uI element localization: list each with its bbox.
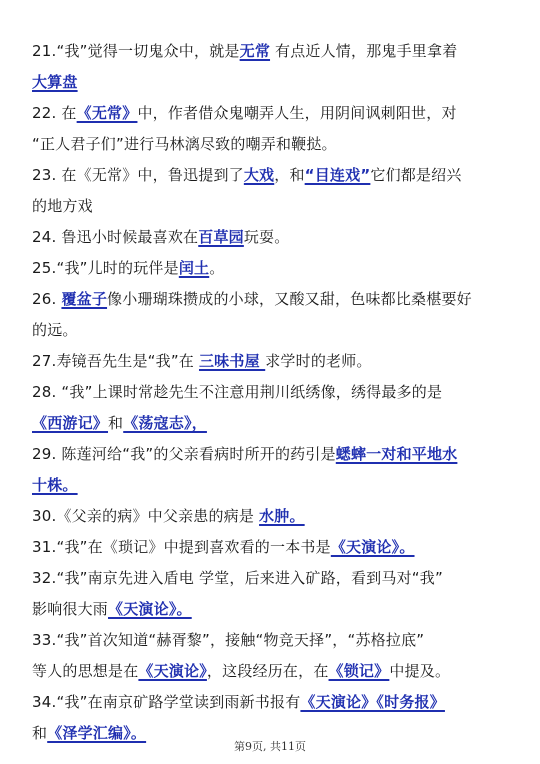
question-text: 和 bbox=[108, 414, 124, 432]
text-line bbox=[32, 687, 514, 718]
question-number: 23. bbox=[32, 166, 57, 184]
question-number: 32. bbox=[32, 569, 57, 587]
text-line bbox=[32, 563, 514, 594]
question-text: “我”上课时常趁先生不注意用荆川纸绣像，绣得最多的是 bbox=[56, 383, 443, 401]
question-number: 29. bbox=[32, 445, 57, 463]
question-text: 等人的思想是在 bbox=[32, 662, 139, 680]
answer-text: 蟋蟀一对和平地水 bbox=[335, 445, 458, 463]
question-text: 玩耍。 bbox=[243, 228, 290, 246]
question-text: 和 bbox=[32, 724, 48, 742]
text-line bbox=[32, 532, 514, 563]
question-list bbox=[32, 36, 514, 749]
question-text: “我”南京先进入盾电 学堂，后来进入矿路，看到马对“我” bbox=[56, 569, 443, 587]
answer-text: 《天演论》《时务报》 bbox=[300, 693, 445, 711]
text-line bbox=[32, 470, 514, 501]
question-item bbox=[32, 625, 514, 687]
question-item bbox=[32, 439, 514, 501]
question-item bbox=[32, 36, 514, 98]
question-item bbox=[32, 532, 514, 563]
text-line bbox=[32, 315, 514, 346]
question-text: 在 bbox=[56, 104, 77, 122]
question-text: “我”在南京矿路学堂读到雨新书报有 bbox=[56, 693, 301, 711]
text-line bbox=[32, 656, 514, 687]
question-text: 中提及。 bbox=[389, 662, 451, 680]
question-number: 24. bbox=[32, 228, 57, 246]
question-text: “正人君子们”进行马林漓尽致的嘲弄和鞭挞。 bbox=[32, 135, 337, 153]
question-number: 33. bbox=[32, 631, 57, 649]
question-text: 。 bbox=[209, 259, 225, 277]
answer-text: “目连戏” bbox=[304, 166, 371, 184]
question-item bbox=[32, 284, 514, 346]
question-text: “我”首次知道“赫胥黎”，接触“物竞天择”，“苏格拉底” bbox=[56, 631, 425, 649]
question-number: 26. bbox=[32, 290, 57, 308]
question-text: 的远。 bbox=[32, 321, 78, 339]
question-number: 34. bbox=[32, 693, 57, 711]
question-text: 有点近人情，那鬼手里拿着 bbox=[270, 42, 458, 60]
question-text: 影响很大雨 bbox=[32, 600, 109, 618]
question-text: 在《无常》中，鲁迅提到了 bbox=[56, 166, 244, 184]
answer-text: 十株。 bbox=[32, 476, 78, 494]
answer-text: 覆盆子 bbox=[61, 290, 108, 308]
question-text: 中，作者借众鬼嘲弄人生，用阴间讽刺阳世，对 bbox=[137, 104, 457, 122]
question-item bbox=[32, 377, 514, 439]
text-line bbox=[32, 191, 514, 222]
question-text: 《父亲的病》中父亲患的病是 bbox=[56, 507, 260, 525]
question-text: “我”在《琐记》中提到喜欢看的一本书是 bbox=[56, 538, 331, 556]
text-line bbox=[32, 501, 514, 532]
answer-text: 大戏 bbox=[243, 166, 275, 184]
answer-text: 《天演论》。 bbox=[108, 600, 192, 618]
answer-text: 三味书屋 bbox=[198, 352, 266, 370]
question-text: 的地方戏 bbox=[32, 197, 93, 215]
question-number: 30. bbox=[32, 507, 57, 525]
question-number: 27. bbox=[32, 352, 57, 370]
text-line bbox=[32, 67, 514, 98]
question-text: 它们都是绍兴 bbox=[370, 166, 462, 184]
text-line bbox=[32, 377, 514, 408]
answer-text: 无常 bbox=[239, 42, 271, 60]
answer-text: 《天演论》。 bbox=[330, 538, 415, 556]
question-text: 像小珊瑚珠攒成的小球，又酸又甜，色味都比桑椹要好 bbox=[107, 290, 472, 308]
text-line bbox=[32, 408, 514, 439]
answer-text: 《天演论》 bbox=[138, 662, 207, 680]
question-text: “我”觉得一切鬼众中，就是 bbox=[56, 42, 240, 60]
text-line bbox=[32, 160, 514, 191]
question-text: “我”儿时的玩伴是 bbox=[56, 259, 179, 277]
question-text: 寿镜吾先生是“我”在 bbox=[56, 352, 199, 370]
answer-text: 大算盘 bbox=[32, 73, 78, 91]
answer-text: 《无常》 bbox=[76, 104, 138, 122]
question-text: 陈莲河给“我”的父亲看病时所开的药引是 bbox=[56, 445, 336, 463]
text-line bbox=[32, 36, 514, 67]
question-number: 31. bbox=[32, 538, 57, 556]
text-line bbox=[32, 284, 514, 315]
question-text: 鲁迅小时候最喜欢在 bbox=[56, 228, 199, 246]
answer-text: 《锁记》 bbox=[328, 662, 390, 680]
question-item bbox=[32, 253, 514, 284]
text-line bbox=[32, 253, 514, 284]
question-text: ，和 bbox=[274, 166, 305, 184]
text-line bbox=[32, 594, 514, 625]
text-line bbox=[32, 129, 514, 160]
page-footer: 第9页, 共11页 bbox=[234, 740, 306, 753]
answer-text: 闰土 bbox=[178, 259, 210, 277]
question-item bbox=[32, 563, 514, 625]
answer-text: 百草园 bbox=[198, 228, 244, 246]
question-item bbox=[32, 160, 514, 222]
question-item bbox=[32, 98, 514, 160]
question-number: 28. bbox=[32, 383, 57, 401]
question-number: 21. bbox=[32, 42, 57, 60]
question-number: 22. bbox=[32, 104, 57, 122]
text-line bbox=[32, 222, 514, 253]
question-text: ，这段经历在，在 bbox=[206, 662, 329, 680]
text-line bbox=[32, 98, 514, 129]
question-item bbox=[32, 501, 514, 532]
text-line bbox=[32, 625, 514, 656]
answer-text: 《西游记》 bbox=[32, 414, 109, 432]
answer-text: 水肿。 bbox=[259, 507, 305, 525]
question-number: 25. bbox=[32, 259, 57, 277]
answer-text: 《荡寇志》， bbox=[123, 414, 207, 432]
answer-text: 《泽学汇编》。 bbox=[47, 724, 147, 742]
question-item bbox=[32, 222, 514, 253]
text-line bbox=[32, 439, 514, 470]
question-text: 求学时的老师。 bbox=[265, 352, 372, 370]
text-line bbox=[32, 346, 514, 377]
question-item bbox=[32, 346, 514, 377]
